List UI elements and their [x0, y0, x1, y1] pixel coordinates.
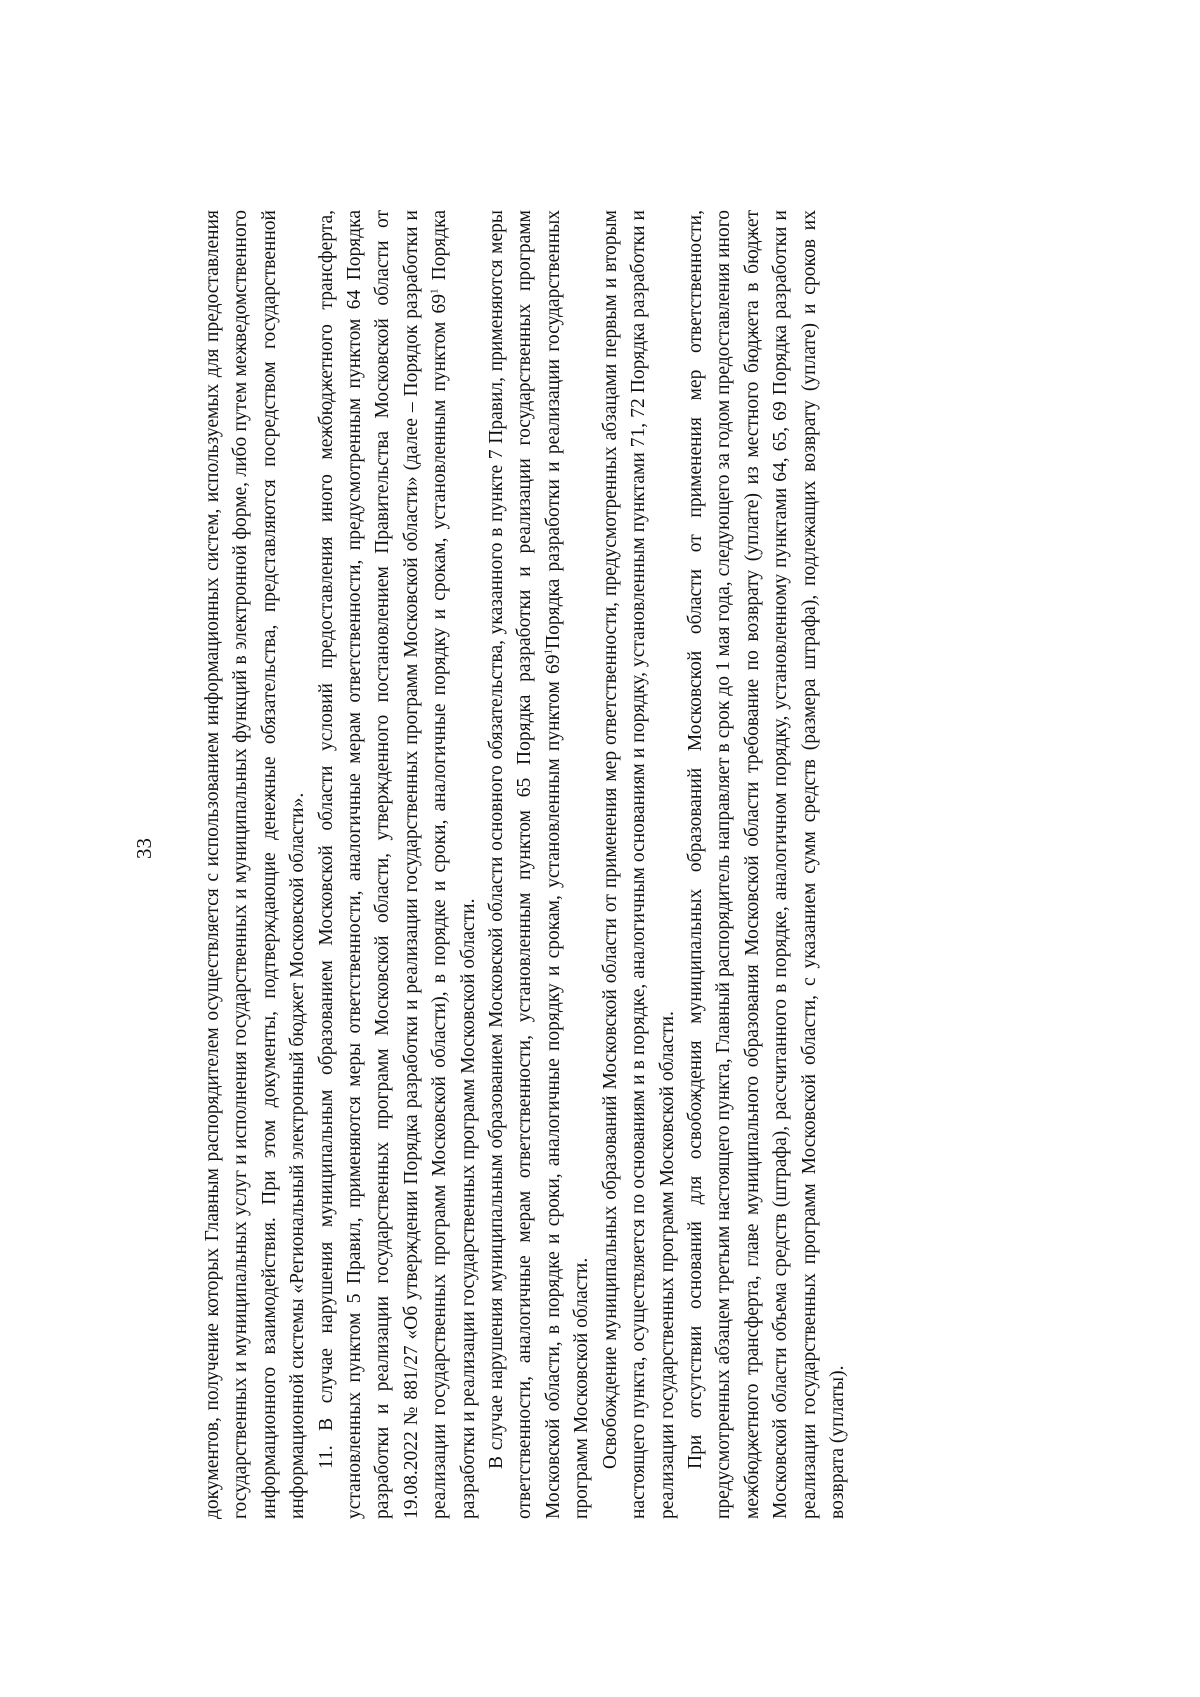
- paragraph-continuation: документов, получение которых Главным распорядителем осуществляется с использованием информационных систем, используемых для предоставления государственных и муниципальных услуг и исполнения государственных и муниципальных функций в электронной форме, либо путем межведомственного информационного взаимодействия. При этом документы, подтверждающие денежные обязательства, представляются посредством государственной информационной системы «Региональный электронный бюджет Московской области».: [202, 210, 309, 1519]
- paragraph-11-tail: Порядка разработки и реализации государственных программ Московской области.: [429, 210, 479, 1519]
- superscript-mark: 1: [428, 288, 441, 294]
- page-number: 33: [132, 838, 156, 859]
- document-body: [199, 210, 852, 1519]
- paragraph-exemption: Освобождение муниципальных образований Московской области от применения мер ответственности, предусмотренных абзацами первым и вторым настоящего пункта, осуществляется по основаниям и в порядке, аналогичным основаниям и порядку, установленным пунктами 71, 72 Порядка разработки и реализации государственных программ Московской области.: [599, 210, 678, 1519]
- paragraph-violation-tail: Порядка разработки и реализации государственных программ Московской области.: [542, 210, 593, 1519]
- paragraph-no-exemption: При отсутствии оснований для освобождения муниципальных образований Московской области от применения мер ответственности, предусмотренных абзацем третьим настоящего пункта, Главный распорядитель направляет в срок до 1 мая года, следующего за годом предоставления иного межбюджетного трансферта, главе муниципального образования Московской области требование по возврату (уплате) из местного бюджета в бюджет Московской области объема средств (штрафа), рассчитанного в порядке, аналогичном порядку, установленному пунктами 64, 65, 69 Порядка разработки и реализации государственных программ Московской области, с указанием сумм средств (размера штрафа), подлежащих возврату (уплате) и сроков их возврата (уплаты).: [684, 210, 848, 1519]
- paragraph-11-text: 11. В случае нарушения муниципальным образованием Московской области условий предоставления иного межбюджетного трансферта, установленных пунктом 5 Правил, применяются меры ответственности, аналогичные мерам ответственности, предусмотренным пунктом 64 Порядка разработки и реализации государственных программ Московской области, утвержденного постановлением Правительства Московской области от 19.08.2022 № 881/27 «Об утверждении Порядка разработки и реализации государственных программ Московской области» (далее – Порядок разработки и реализации государственных программ Московской области), в порядке и сроки, аналогичные порядку и срокам, установленным пунктом 69: [315, 210, 451, 1519]
- paragraph-11: [313, 210, 483, 1519]
- superscript-mark: 1: [542, 648, 555, 655]
- paragraph-violation-basic-obligation: [483, 210, 597, 1519]
- paragraph-violation-text: В случае нарушения муниципальным образованием Московской области основного обязательства, указанного в пункте 7 Правил, применяются меры ответственности, аналогичные мерам ответственности, установленным пунктом 65 Порядка разработки и реализации государственных программ Московской области, в порядке и сроки, аналогичные порядку и срокам, установленным пунктом 69: [486, 210, 564, 1519]
